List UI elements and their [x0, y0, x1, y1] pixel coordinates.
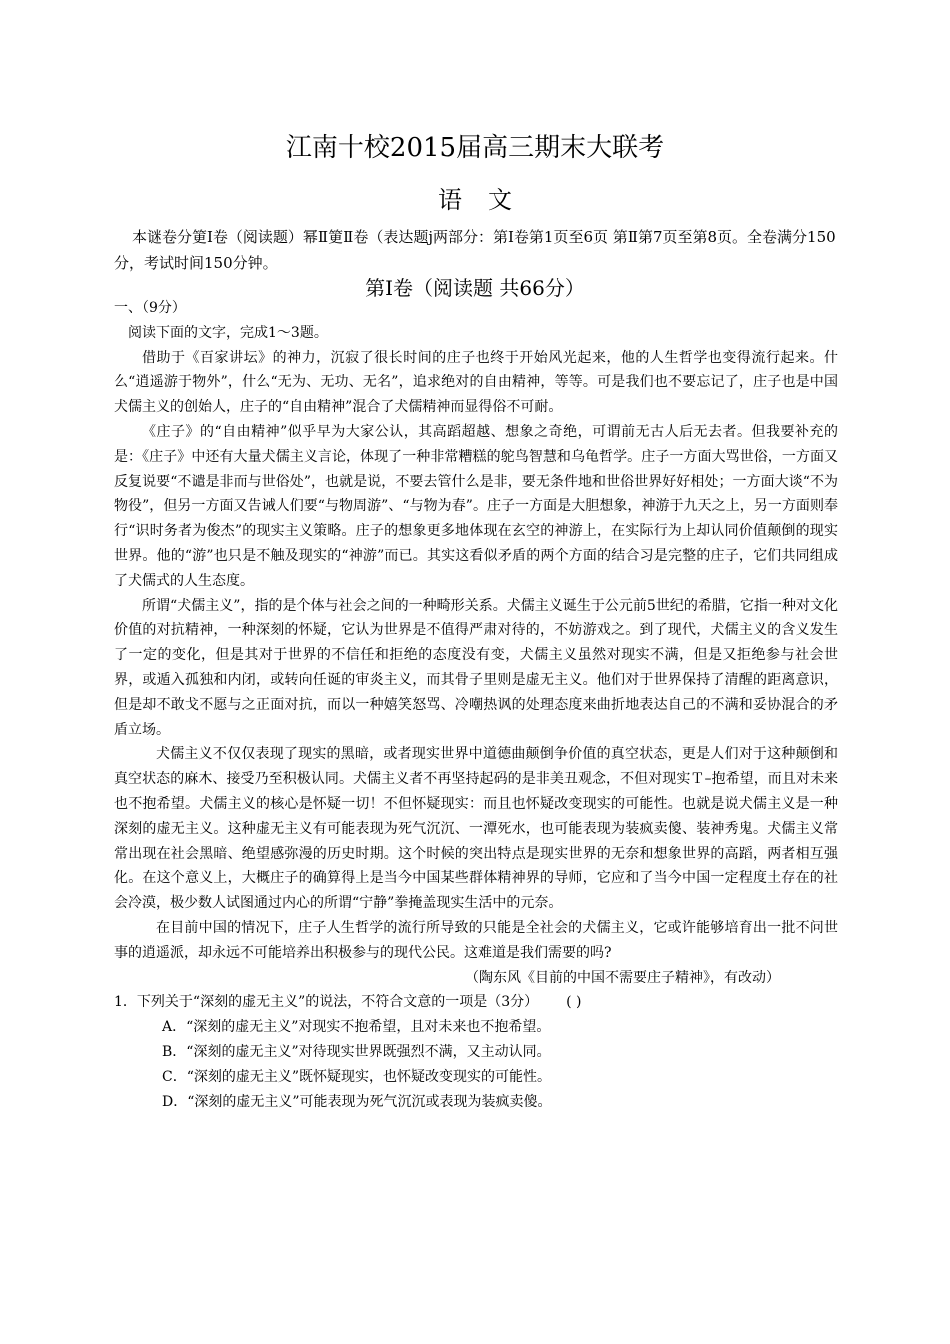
passage-paragraph-3: 所谓“犬儒主义”，指的是个体与社会之间的一种畸形关系。犬儒主义诞生于公元前5世纪的希腊，它指一种对文化价值的对抗精神，一种深刻的怀疑，它认为世界是不值得严肃对待的，不妨游戏之。到了现代，犬儒主义的含义发生了一定的变化，但是其对于世界的不信任和拒绝的态度没有变，犬儒主义虽然对现实不满，但是又拒绝参与社会世界，或遁入孤独和内闭，或转向任诞的审炎主义，而其骨子里则是虚无主义。他们对于世界保持了清醒的距离意识，但是却不敢戈不愿与之正面对抗，而以一种嬉笑怒骂、冷嘲热讽的处理态度来曲折地表达自己的不满和妥协混合的矛盾立场。: [114, 597, 838, 738]
section-title: 第Ⅰ卷（阅读题 共66分）: [365, 276, 585, 300]
option-d: D．“深刻的虚无主义”可能表现为死气沉沉或表现为装疯卖傻。: [162, 1093, 552, 1110]
exam-intro: 本谜卷分筻Ⅰ卷（阅读题）幂Ⅱ筻Ⅱ卷（表达题j两部分：第Ⅰ卷第1页至6页 第Ⅱ第7页至第8页。全卷满分150分，考试时间150分钟。: [114, 228, 836, 272]
answer-blank: ( ): [566, 994, 582, 1011]
reading-content: [114, 296, 838, 1114]
passage-paragraph-5: 在目前中国的情况下，庄子人生哲学的流行所导致的只能是全社会的犬儒主义，它或许能够培育出一批不问世事的逍遥派，却永远不可能培养出积极参与的现代公民。这难道是我们需要的吗?: [114, 919, 838, 961]
exam-title: 江南十校2015届高三期末大联考: [285, 133, 665, 163]
passage-paragraph-4: 犬儒主义不仅仅表现了现实的黑暗，或者现实世界中道德曲颠倒争价值的真空状态，更是人们对于这种颠倒和真空状态的麻木、接受乃至积极认同。犬儒主义者不再坚持起码的是非美丑观念，不但对现实Ｔ–抱希望，而且对未来也不抱希望。犬儒主义的核心是怀疑一切！不但怀疑现实：而且也怀疑改变现实的可能性。也就是说犬儒主义是一种深刻的虚无主义。这种虚无主义有可能表现为死气沉沉、一潭死水，也可能表现为装疯卖傻、装神秀鬼。犬儒主义常常出现在社会黑暗、绝望感弥漫的历史时期。这个时候的突出特点是现实世界的无奈和想象世界的高蹈，两者相互强化。在这个意义上，大概庄子的确算得上是当今中国某些群体精神界的导师，它应和了当今中国一定程度土存在的社会冷漠，极少数人试图通过内心的所谓“宁静”拳掩盖现实生活中的元奈。: [114, 746, 838, 912]
passage-source: （陶东风《目前的中国不需要庄子精神》，有改动）: [465, 969, 780, 986]
option-b: B．“深刻的虚无主义”对待现实世界既强烈不满，又主动认同。: [162, 1043, 551, 1060]
option-a: A．“深刻的虚无主义”对现实不抱希望，且对未来也不抱希望。: [162, 1019, 551, 1036]
question-1-stem: 1．下列关于“深刻的虚无主义”的说法，不符合文意的一项是（3分）: [114, 994, 539, 1011]
question-1: [114, 990, 838, 1015]
passage-paragraph-2: 《庄子》的“自由精神”似乎早为大家公认，其高蹈超越、想象之奇绝，可谓前无古人后无去者。但我要补充的是：《庄子》中还有大量犬儒主义言论，体现了一种非常糟糕的鸵鸟智慧和乌龟哲学。庄子一方面大骂世俗，一方面又反复说要“不谴是非而与世俗处”，也就是说，不要去管什么是非，要无条件地和世俗世界好好相处；一方面大谈“不为物役”，但另一方面又告诫人们要“与物周游”、“与物为春”。庄子一方面是大胆想象，神游于九天之上，另一方面则奉行“识时务者为俊杰”的现实主义策略。庄子的想象更多地体现在玄空的神游上，在实际行为上却认同价值颠倒的现实世界。他的“游”也只是不触及现实的“神游”而已。其实这看似矛盾的两个方面的结合习是完整的庄子，它们共同组成了犬儒式的人生态度。: [114, 423, 838, 589]
part-label: 一、（9分）: [114, 300, 186, 316]
subject-title: 语文: [438, 186, 538, 214]
reading-instruction: 阅读下面的文字，完成1～3题。: [128, 324, 328, 341]
passage-paragraph-1: 借助于《百家讲坛》的神力，沉寂了很长时间的庄子也终于开始风光起来，他的人生哲学也变得流行起来。什么“逍遥游于物外”，什么“无为、无功、无名”，追求绝对的自由精神，等等。可是我们也不要忘记了，庄子也是中国犬儒主义的创始人，庄子的“自由精神”混合了犬儒精神而显得俗不可耐。: [114, 349, 838, 416]
option-c: C．“深刻的虚无主义”既怀疑现实，也怀疑改变现实的可能性。: [162, 1068, 552, 1085]
